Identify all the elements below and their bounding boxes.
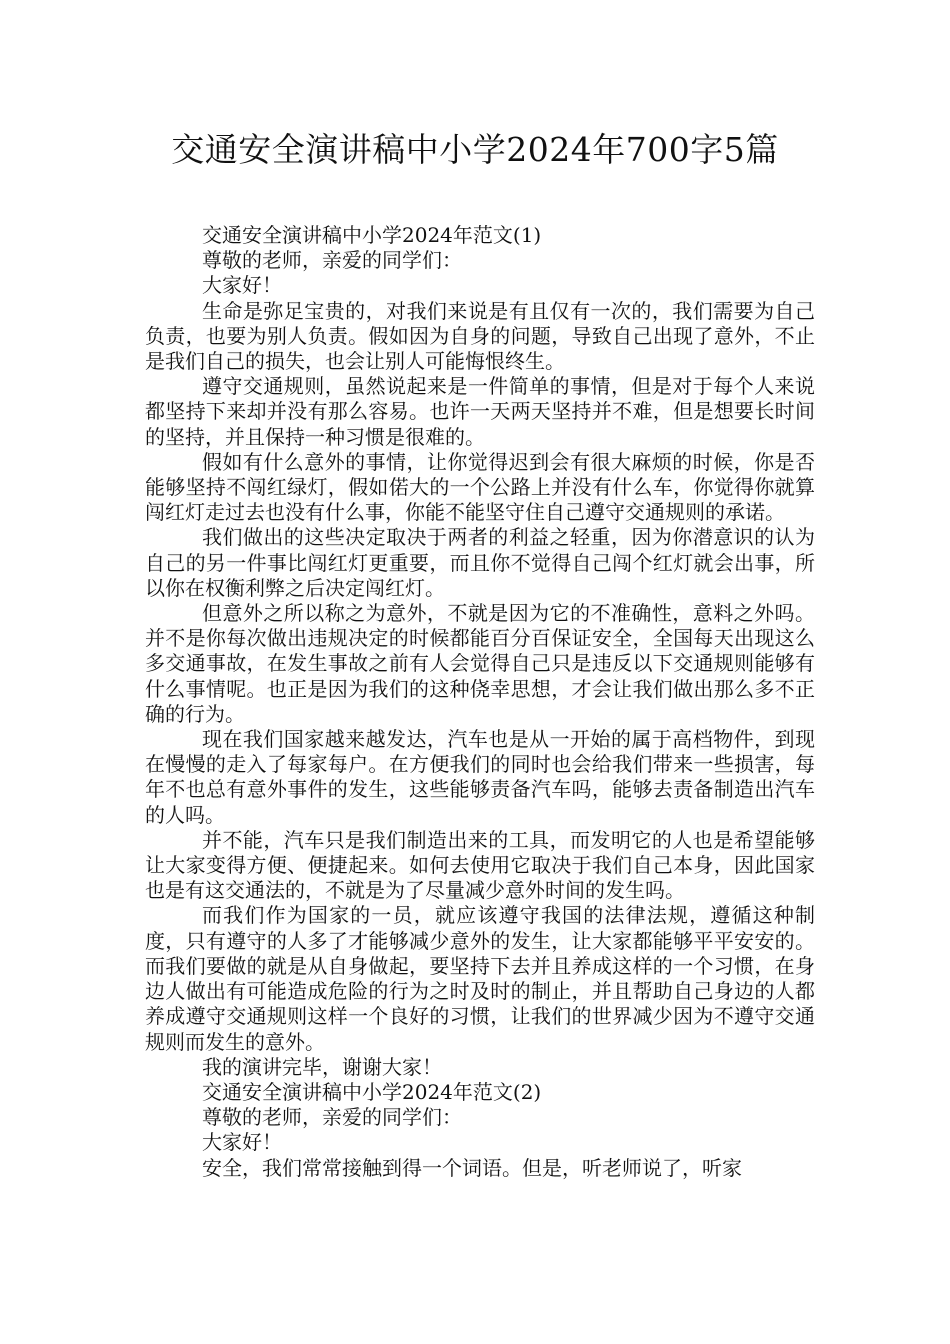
body-paragraph: 现在我们国家越来越发达，汽车也是从一开始的属于高档物件，到现在慢慢的走入了每家每户。在方便我们的同时也会给我们带来一些损害，每年不也总有意外事件的发生，这些能够责备汽车吗，能够去责备制造出汽车的人吗。 — [145, 727, 815, 827]
body-paragraph: 安全，我们常常接触到得一个词语。但是，听老师说了，听家 — [202, 1155, 742, 1180]
section-heading: 交通安全演讲稿中小学2024年范文(1) — [202, 223, 542, 247]
body-paragraph: 我们做出的这些决定取决于两者的利益之轻重，因为你潜意识的认为自己的另一件事比闯红灯更重要，而且你不觉得自己闯个红灯就会出事，所以你在权衡利弊之后决定闯红灯。 — [145, 525, 815, 600]
body-paragraph: 而我们作为国家的一员，就应该遵守我国的法律法规，遵循这种制度，只有遵守的人多了才能够减少意外的发生，让大家都能够平平安安的。而我们要做的就是从自身做起，要坚持下去并且养成这样的一个习惯，在身边人做出有可能造成危险的行为之时及时的制止，并且帮助自己身边的人都养成遵守交通规则这样一个良好的习惯，让我们的世界减少因为不遵守交通规则而发生的意外。 — [145, 903, 815, 1054]
greeting: 大家好！ — [202, 1130, 282, 1155]
document-body — [145, 223, 815, 1181]
greeting: 大家好！ — [202, 273, 282, 298]
salutation: 尊敬的老师，亲爱的同学们： — [202, 248, 462, 273]
body-paragraph: 生命是弥足宝贵的，对我们来说是有且仅有一次的，我们需要为自己负责，也要为别人负责。假如因为自身的问题，导致自己出现了意外，不止是我们自己的损失，也会让别人可能悔恨终生。 — [145, 298, 815, 374]
body-paragraph: 但意外之所以称之为意外，不就是因为它的不准确性，意料之外吗。并不是你每次做出违规决定的时候都能百分百保证安全，全国每天出现这么多交通事故，在发生事故之前有人会觉得自己只是违反以下交通规则能够有什么事情呢。也正是因为我们的这种侥幸思想，才会让我们做出那么多不正确的行为。 — [145, 601, 815, 726]
body-paragraph: 遵守交通规则，虽然说起来是一件简单的事情，但是对于每个人来说都坚持下来却并没有那么容易。也许一天两天坚持并不难，但是想要长时间的坚持，并且保持一种习惯是很难的。 — [145, 374, 815, 449]
section-heading: 交通安全演讲稿中小学2024年范文(2) — [202, 1079, 542, 1104]
document-title: 交通安全演讲稿中小学2024年700字5篇 — [171, 130, 779, 169]
salutation: 尊敬的老师，亲爱的同学们： — [202, 1105, 462, 1130]
body-paragraph: 假如有什么意外的事情，让你觉得迟到会有很大麻烦的时候，你是否能够坚持不闯红绿灯，假如偌大的一个公路上并没有什么车，你觉得你就算闯红灯走过去也没有什么事，你能不能坚守住自己遵守交通规则的承诺。 — [145, 449, 815, 525]
closing-line: 我的演讲完毕，谢谢大家！ — [202, 1054, 442, 1079]
body-paragraph: 并不能，汽车只是我们制造出来的工具，而发明它的人也是希望能够让大家变得方便、便捷起来。如何去使用它取决于我们自己本身，因此国家也是有这交通法的，不就是为了尽量减少意外时间的发生吗。 — [145, 827, 815, 903]
